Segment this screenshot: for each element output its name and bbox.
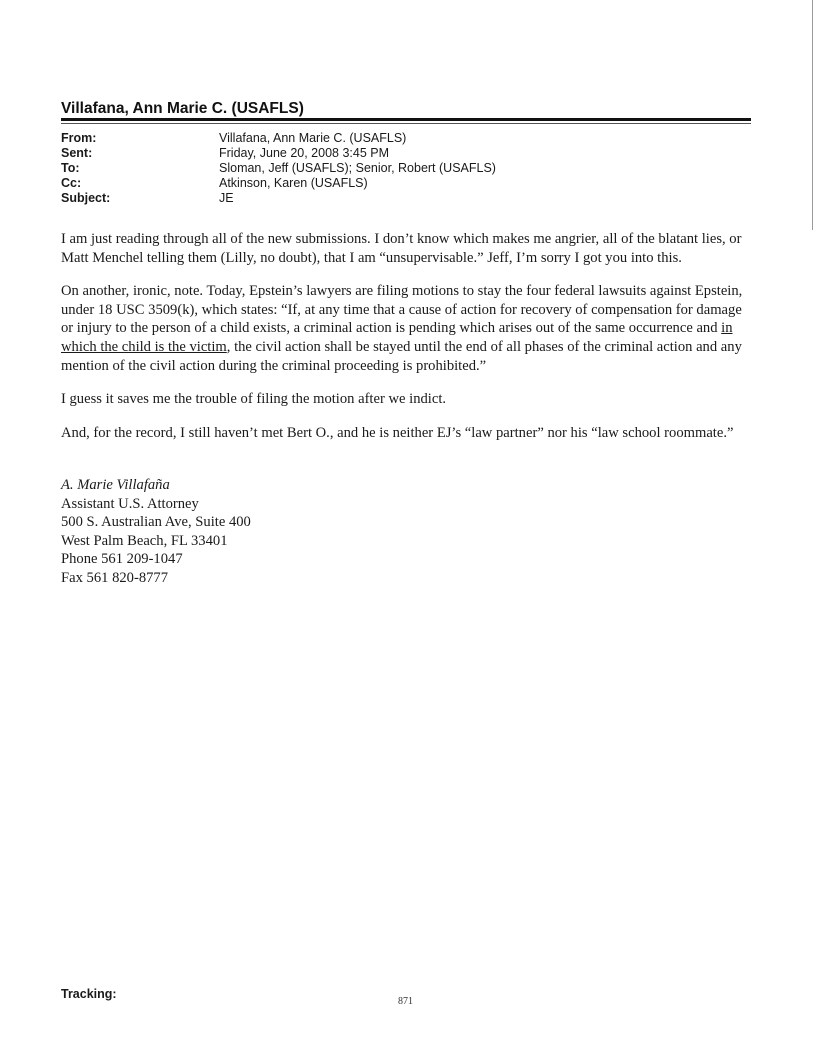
signature-address-line-2: West Palm Beach, FL 33401 xyxy=(61,532,228,549)
to-value: Sloman, Jeff (USAFLS); Senior, Robert (USAFLS) xyxy=(219,161,496,175)
body-paragraph-2 xyxy=(61,282,751,375)
page-edge-line xyxy=(812,0,813,230)
cc-value: Atkinson, Karen (USAFLS) xyxy=(219,176,368,190)
from-value: Villafana, Ann Marie C. (USAFLS) xyxy=(219,131,407,145)
from-label: From: xyxy=(61,131,97,145)
subject-label: Subject: xyxy=(61,191,111,205)
body-paragraph-2-end: , the civil action shall be stayed until the end of all phases of the criminal action and any mention of the civil action during the criminal proceeding is prohibited.” xyxy=(61,338,742,374)
signature-phone: Phone 561 209-1047 xyxy=(61,551,183,568)
email-body xyxy=(61,230,751,457)
cc-row xyxy=(61,176,751,191)
body-paragraph-2-start: On another, ironic, note. Today, Epstein’s lawyers are filing motions to stay the four federal lawsuits against Epstein, under 18 USC 3509(k), which states: “If, at any time that a cause of action for recovery of compensation for damage or injury to the person of a child exists, a criminal action is pending which arises out of the same occurrence and xyxy=(61,283,743,337)
signature-address-line-1: 500 S. Australian Ave, Suite 400 xyxy=(61,514,251,531)
body-paragraph-4: And, for the record, I still haven’t met Bert O., and he is neither EJ’s “law partner” nor his “law school roommate.” xyxy=(61,424,734,441)
sender-heading: Villafana, Ann Marie C. (USAFLS) xyxy=(61,100,304,117)
page-number: 871 xyxy=(398,996,413,1007)
sent-label: Sent: xyxy=(61,146,93,160)
sent-row xyxy=(61,146,751,161)
to-row xyxy=(61,161,751,176)
from-row xyxy=(61,131,751,146)
subject-row xyxy=(61,191,751,206)
email-headers xyxy=(61,131,751,206)
signature-title: Assistant U.S. Attorney xyxy=(61,495,199,512)
signature-block xyxy=(61,476,251,588)
underlined-quote: in which the child is the victim xyxy=(61,320,733,355)
to-label: To: xyxy=(61,161,80,175)
tracking-label: Tracking: xyxy=(61,987,117,1001)
subject-value: JE xyxy=(219,191,234,205)
header-rule-thin xyxy=(61,123,751,124)
body-paragraph-3: I guess it saves me the trouble of filing the motion after we indict. xyxy=(61,391,447,408)
header-rule xyxy=(61,118,751,121)
signature-fax: Fax 561 820-8777 xyxy=(61,569,169,586)
body-paragraph-1: I am just reading through all of the new submissions. I don’t know which makes me angrier, all of the blatant lies, or Matt Menchel telling them (Lilly, no doubt), that I am “unsupervisable.” Jeff, I’m sorry I got you into this. xyxy=(61,231,742,266)
signature-name: A. Marie Villafaña xyxy=(61,477,170,493)
sent-value: Friday, June 20, 2008 3:45 PM xyxy=(219,146,390,160)
cc-label: Cc: xyxy=(61,176,82,190)
